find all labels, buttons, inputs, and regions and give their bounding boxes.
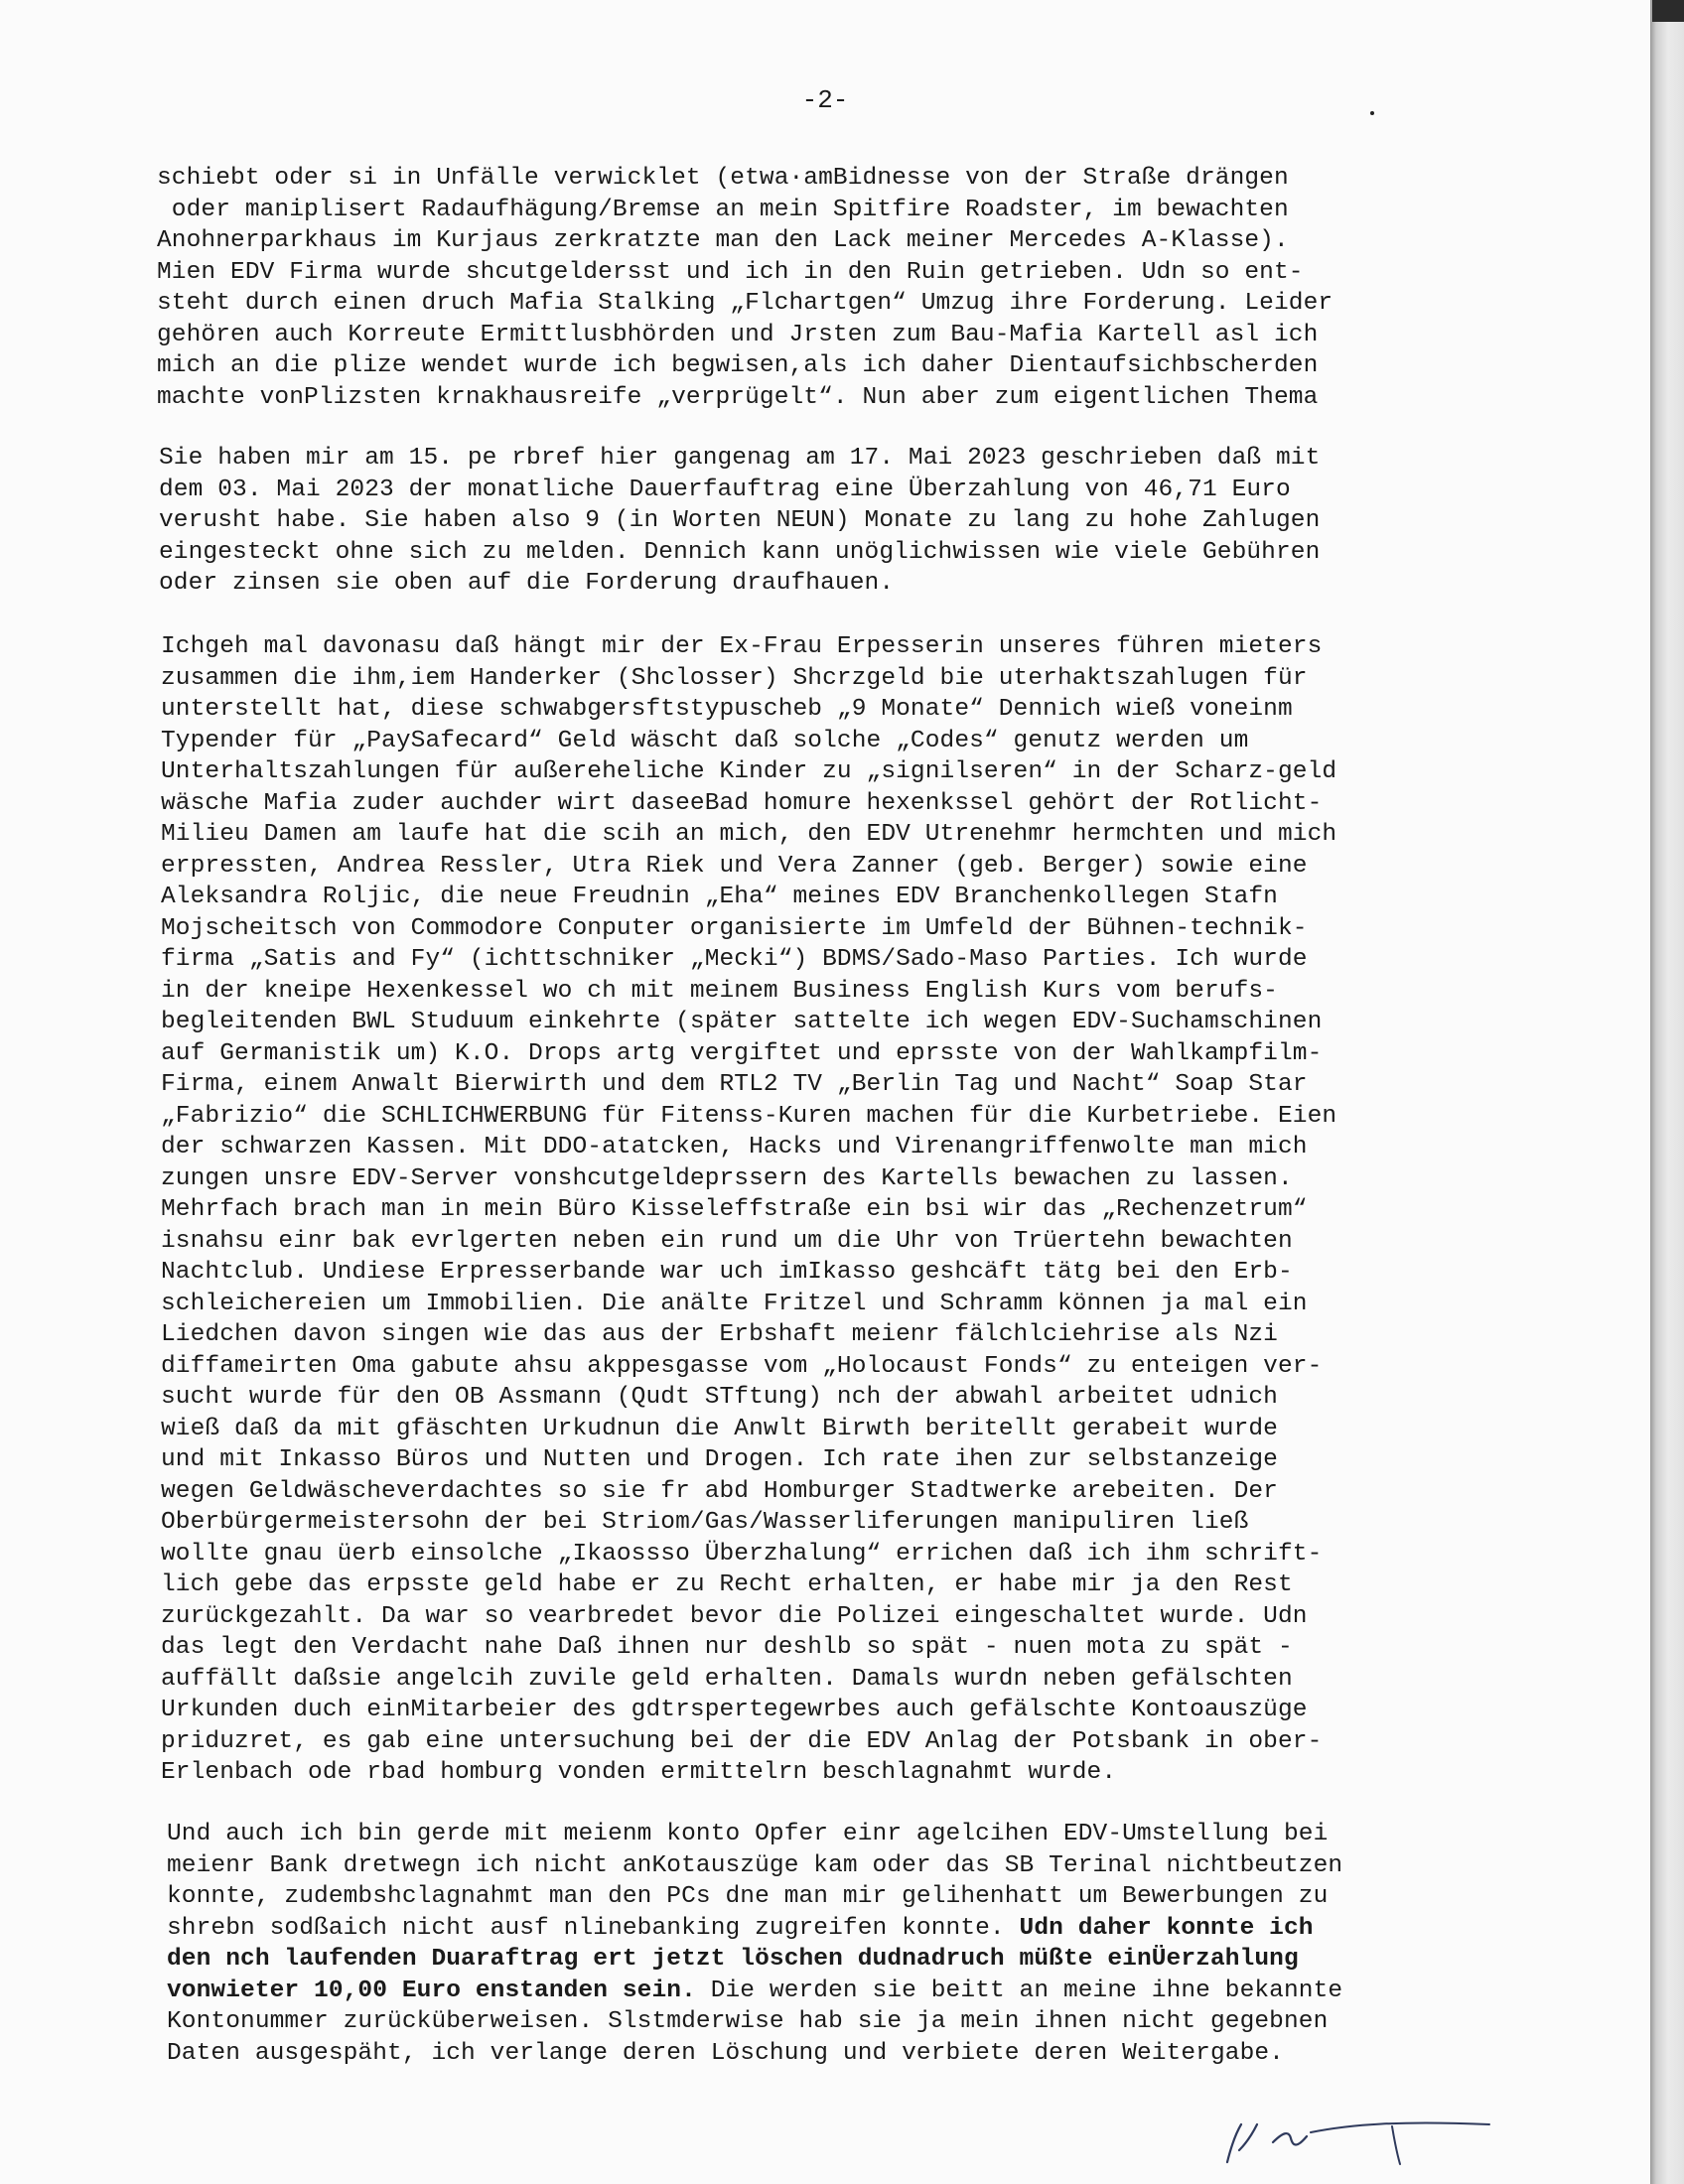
text-line: priduzret, es gab eine untersuchung bei der die EDV Anlag der Potsbank in ober- — [161, 1727, 1323, 1755]
text-line: Anohnerparkhaus im Kurjaus zerkratzte man den Lack meiner Mercedes A-Klasse). — [157, 227, 1289, 254]
text-line: firma „Satis and Fy“ (ichttschniker „Mecki“) BDMS/Sado-Maso Parties. Ich wurde — [161, 946, 1308, 973]
text-line: machte vonPlizsten krnakhausreife „verprügelt“. Nun aber zum eigentlichen Thema — [157, 383, 1319, 411]
text-line: lich gebe das erpsste geld habe er zu Recht erhalten, er habe mir ja den Rest — [161, 1571, 1293, 1598]
text-line: steht durch einen druch Mafia Stalking „Flchartgen“ Umzug ihre Forderung. Leider — [157, 290, 1333, 317]
text-line: auf Germanistik um) K.O. Drops artg vergiftet und eprsste von der Wahlkampfilm- — [161, 1039, 1323, 1067]
text-line: wollte gnau üerb einsolche „Ikaossso Überzhalung“ errichen daß ich ihm schrift- — [161, 1540, 1323, 1568]
text-line: zungen unsre EDV-Server vonshcutgeldeprssern des Kartells bewachen zu lassen. — [161, 1164, 1293, 1192]
text-line: sucht wurde für den OB Assmann (Qudt STftung) nch der abwahl arbeitet udnich — [161, 1384, 1278, 1411]
text-line: eingesteckt ohne sich zu melden. Dennich kann unöglichwissen wie viele Gebühren — [159, 538, 1321, 566]
text-line: Aleksandra Roljic, die neue Freudnin „Eha“ meines EDV Branchenkollegen Stafn — [161, 884, 1278, 910]
text-line: und mit Inkasso Büros und Nutten und Drogen. Ich rate ihen zur selbstanzeige — [161, 1446, 1278, 1473]
paragraph-2 — [159, 443, 1320, 600]
text-line: begleitenden BWL Studuum einkehrte (später sattelte ich wegen EDV-Suchamschinen — [161, 1009, 1323, 1035]
paragraph-4 — [167, 1819, 1342, 2069]
text-line: wegen Geldwäscheverdachtes so sie fr abd Homburger Stadtwerke arebeiten. Der — [161, 1477, 1278, 1505]
page-number: -2- — [801, 85, 849, 115]
text-line: verusht habe. Sie haben also 9 (in Worten NEUN) Monate zu lang zu hohe Zahlugen — [159, 507, 1321, 534]
text-line: wäsche Mafia zuder auchder wirt daseeBad homure hexenkssel gehört der Rotlicht- — [161, 789, 1323, 817]
text-line: mich an die plize wendet wurde ich begwisen,als ich daher Dientaufsichbscherden — [157, 352, 1319, 379]
text-line: Urkunden duch einMitarbeier des gdtrspertegewrbes auch gefälschte Kontoauszüge — [161, 1697, 1308, 1723]
text-line: der schwarzen Kassen. Mit DDO-atatcken, Hacks und Virenangriffenwolte man mich — [161, 1134, 1308, 1160]
text-line: Mehrfach brach man in mein Büro Kisseleffstraße ein bsi wir das „Rechenzetrum“ — [161, 1196, 1308, 1223]
text-line: gehören auch Korreute Ermittlusbhörden und Jrsten zum Bau-Mafia Kartell asl ich — [157, 321, 1319, 348]
text-line: shrebn sodßaich nicht ausf nlinebanking zugreifen konnte. — [167, 1914, 1020, 1942]
text-line: erpressten, Andrea Ressler, Utra Riek und Vera Zanner (geb. Berger) sowie eine — [161, 852, 1308, 880]
stray-ink-dot — [1370, 111, 1374, 115]
text-line: Sie haben mir am 15. pe rbref hier gangenag am 17. Mai 2023 geschrieben daß mit — [159, 445, 1321, 472]
text-line: Unterhaltszahlungen für außereheliche Kinder zu „signilseren“ in der Scharz-geld — [161, 758, 1337, 785]
text-line: Und auch ich bin gerde mit meienm konto Opfer einr agelcihen EDV-Umstellung bei — [167, 1821, 1329, 1847]
text-line: „Fabrizio“ die SCHLICHWERBUNG für Fitenss-Kuren machen für die Kurbetriebe. Eien — [161, 1102, 1337, 1130]
text-line: zurückgezahlt. Da war so vearbredet bevor die Polizei eingeschaltet wurde. Udn — [161, 1602, 1308, 1630]
text-line: diffameirten Oma gabute ahsu akppesgasse vom „Holocaust Fonds“ zu enteigen ver- — [161, 1352, 1323, 1380]
binding-notch — [1652, 0, 1684, 22]
text-line: Mojscheitsch von Commodore Conputer organisierte im Umfeld der Bühnen-technik- — [161, 914, 1308, 942]
text-line: schleichereien um Immobilien. Die anälte Fritzel und Schramm können ja mal ein — [161, 1290, 1308, 1317]
text-line: Daten ausgespäht, ich verlange deren Löschung und verbiete deren Weitergabe. — [167, 2039, 1284, 2067]
text-line: schiebt oder si in Unfälle verwicklet (etwa·amBidnesse von der Straße drängen — [157, 165, 1289, 192]
text-line: Die werden sie beitt an meine ihne bekannte — [695, 1977, 1343, 2004]
text-line: oder zinsen sie oben auf die Forderung draufhauen. — [159, 570, 895, 597]
text-line: Typender für „PaySafecard“ Geld wäscht daß solche „Codes“ genutz werden um — [161, 727, 1249, 754]
signature-stroke — [1273, 2133, 1307, 2144]
text-line: Erlenbach ode rbad homburg vonden ermittelrn beschlagnahmt wurde. — [161, 1759, 1117, 1786]
text-line: konnte, zudembshclagnahmt man den PCs dne man mir gelihenhatt um Bewerbungen zu — [167, 1883, 1329, 1910]
paragraph-1 — [157, 163, 1333, 413]
bold-text: vonwieter 10,00 Euro enstanden sein. — [167, 1977, 696, 2004]
text-line: Milieu Damen am laufe hat die scih an mich, den EDV Utrenehmr hermchten und mich — [161, 821, 1337, 848]
text-line: isnahsu einr bak evrlgerten neben ein rund um die Uhr von Trüertehn bewachten — [161, 1227, 1293, 1255]
text-line: zusammen die ihm,iem Handerker (Shclosser) Shcrzgeld bie uterhaktszahlugen für — [161, 664, 1308, 692]
text-line: Oberbürgermeistersohn der bei Striom/Gas/Wasserliferungen manipuliren ließ — [161, 1509, 1249, 1536]
text-line: Firma, einem Anwalt Bierwirth und dem RTL2 TV „Berlin Tag und Nacht“ Soap Star — [161, 1071, 1308, 1098]
text-line: Ichgeh mal davonasu daß hängt mir der Ex-Frau Erpesserin unseres führen mieters — [161, 633, 1323, 660]
text-line: auffällt daßsie angelcih zuvile geld erhalten. Damals wurdn neben gefälschten — [161, 1665, 1293, 1693]
text-line: dem 03. Mai 2023 der monatliche Dauerfauftrag eine Überzahlung von 46,71 Euro — [159, 476, 1291, 503]
paper-edge — [1650, 0, 1684, 2184]
text-line: in der kneipe Hexenkessel wo ch mit meinem Business English Kurs vom berufs- — [161, 977, 1278, 1005]
signature-stroke — [1392, 2126, 1400, 2164]
text-line: unterstellt hat, diese schwabgersftstypuscheb „9 Monate“ Dennich wieß voneinm — [161, 696, 1293, 723]
handwritten-signature — [1211, 2085, 1509, 2174]
signature-stroke — [1311, 2122, 1489, 2132]
text-line: Liedchen davon singen wie das aus der Erbshaft meienr fälchlciehrise als Nzi — [161, 1321, 1278, 1348]
signature-stroke — [1227, 2124, 1257, 2162]
text-line: oder maniplisert Radaufhägung/Bremse an mein Spitfire Roadster, im bewachten — [157, 196, 1289, 223]
bold-text: Udn daher konnte ich — [1019, 1914, 1314, 1942]
text-line: Nachtclub. Undiese Erpresserbande war uch imIkasso geshcäft tätg bei den Erb- — [161, 1259, 1293, 1286]
text-line: wieß daß da mit gfäschten Urkudnun die Anwlt Birwth beritellt gerabeit wurde — [161, 1415, 1278, 1442]
text-line: Kontonummer zurücküberweisen. Slstmderwise hab sie ja mein ihnen nicht gegebnen — [167, 2008, 1329, 2035]
text-line: meienr Bank dretwegn ich nicht anKotauszüge kam oder das SB Terinal nichtbeutzen — [167, 1851, 1343, 1879]
paragraph-3 — [161, 631, 1336, 1789]
bold-text: den nch laufenden Duaraftrag ert jetzt löschen dudnadruch müßte einÜerzahlung — [167, 1946, 1299, 1973]
text-line: das legt den Verdacht nahe Daß ihnen nur deshlb so spät - nuen mota zu spät - — [161, 1634, 1293, 1661]
text-line: Mien EDV Firma wurde shcutgeldersst und ich in den Ruin getrieben. Udn so ent- — [157, 258, 1304, 286]
